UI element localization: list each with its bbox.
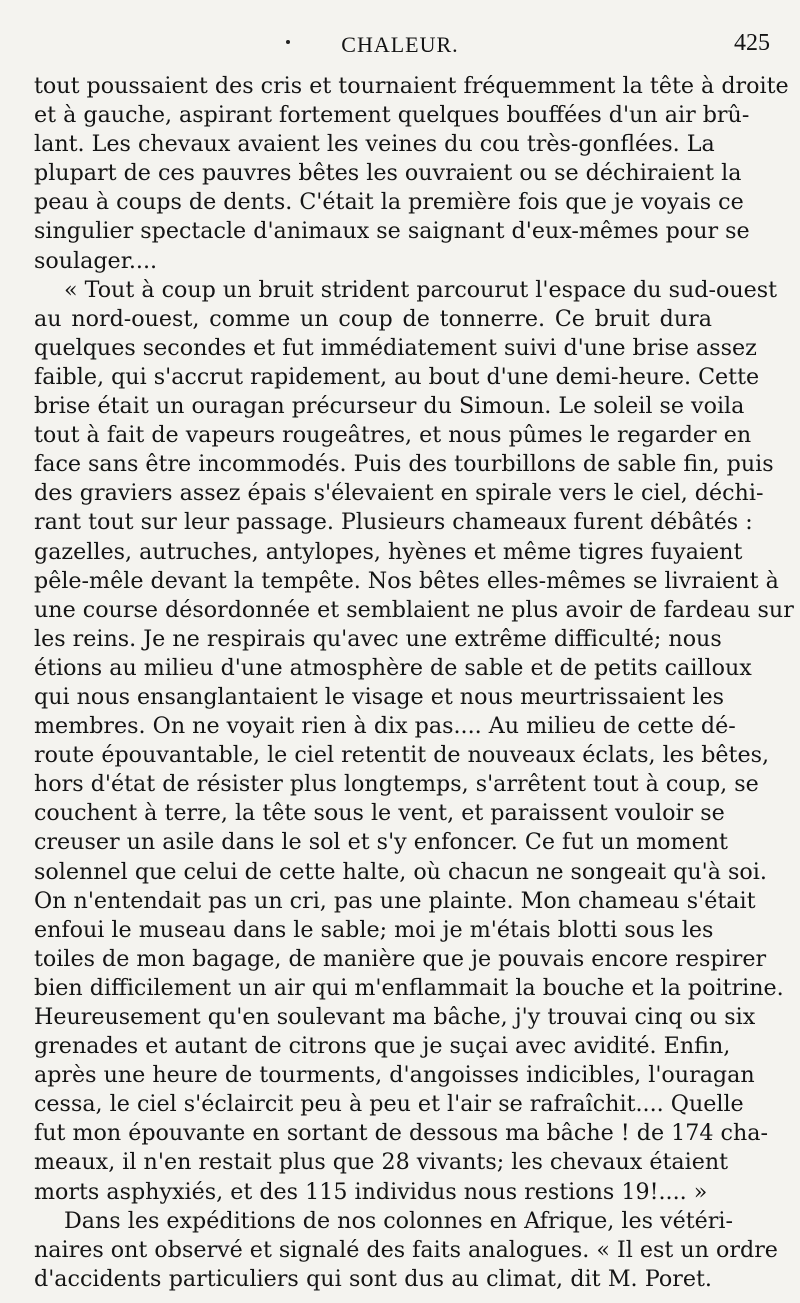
text-line: Heureusement qu'en soulevant ma bâche, j'y trouvai cinq ou six bbox=[34, 1004, 756, 1030]
text-line: les reins. Je ne respirais qu'avec une extrême difficulté; nous bbox=[34, 625, 722, 652]
text-line: fut mon épouvante en sortant de dessous ma bâche ! de 174 cha- bbox=[34, 1120, 768, 1147]
text-line: pêle-mêle devant la tempête. Nos bêtes elles-mêmes se livraient à bbox=[34, 567, 779, 594]
text-line: « Tout à coup un bruit strident parcourut l'espace du sud-ouest bbox=[64, 276, 778, 303]
text-line: quelques secondes et fut immédiatement suivi d'une brise assez bbox=[34, 334, 757, 361]
text-line: plupart de ces pauvres bêtes les ouvraient ou se déchiraient la bbox=[34, 160, 742, 187]
text-line: et à gauche, aspirant fortement quelques bouffées d'un air brû- bbox=[34, 102, 750, 129]
text-line: soulager.... bbox=[34, 247, 158, 274]
text-line: On n'entendait pas un cri, pas une plainte. Mon chameau s'était bbox=[34, 887, 756, 914]
text-line: cessa, le ciel s'éclaircit peu à peu et l'air se rafraîchit.... Quelle bbox=[34, 1091, 744, 1118]
text-line: brise était un ouragan précurseur du Simoun. Le soleil se voila bbox=[34, 393, 745, 420]
text-line: creuser un asile dans le sol et s'y enfoncer. Ce fut un moment bbox=[34, 829, 728, 856]
text-line: lant. Les chevaux avaient les veines du cou très-gonflées. La bbox=[34, 131, 715, 158]
text-line: solennel que celui de cette halte, où chacun ne songeait qu'à soi. bbox=[34, 858, 767, 885]
text-line: après une heure de tourments, d'angoisses indicibles, l'ouragan bbox=[34, 1062, 755, 1089]
text-line: grenades et autant de citrons que je suçai avec avidité. Enfin, bbox=[34, 1033, 731, 1060]
text-line: tout poussaient des cris et tournaient fréquemment la tête à droite bbox=[34, 73, 789, 99]
page-number: 425 bbox=[734, 30, 770, 56]
text-line: gazelles, autruches, antylopes, hyènes et même tigres fuyaient bbox=[34, 538, 743, 565]
text-line: d'accidents particuliers qui sont dus au climat, dit M. Poret. bbox=[34, 1265, 712, 1292]
text-line: singulier spectacle d'animaux se saignant d'eux-mêmes pour se bbox=[34, 218, 750, 245]
page-title: CHALEUR. bbox=[341, 32, 459, 57]
body-text bbox=[34, 72, 794, 1294]
text-line: enfoui le museau dans le sable; moi je m'étais blotti sous les bbox=[34, 916, 714, 943]
text-line: faible, qui s'accrut rapidement, au bout d'une demi-heure. Cette bbox=[34, 363, 760, 390]
text-line: une course désordonnée et semblaient ne plus avoir de fardeau sur bbox=[34, 596, 794, 623]
text-line: meaux, il n'en restait plus que 28 vivants; les chevaux étaient bbox=[34, 1149, 729, 1176]
text-line: naires ont observé et signalé des faits analogues. « Il est un ordre bbox=[34, 1236, 778, 1263]
text-line: couchent à terre, la tête sous le vent, et paraissent vouloir se bbox=[34, 800, 725, 827]
text-line: bien difficilement un air qui m'enflammait la bouche et la poitrine. bbox=[34, 974, 784, 1001]
text-line: toiles de mon bagage, de manière que je pouvais encore respirer bbox=[34, 945, 767, 972]
text-line: morts asphyxiés, et des 115 individus nous restions 19!.... » bbox=[34, 1178, 708, 1205]
text-line: face sans être incommodés. Puis des tourbillons de sable fin, puis bbox=[34, 451, 774, 478]
text-line: rant tout sur leur passage. Plusieurs chameaux furent débâtés : bbox=[34, 509, 753, 536]
running-header bbox=[0, 26, 800, 60]
text-line: des graviers assez épais s'élevaient en spirale vers le ciel, déchi- bbox=[34, 480, 764, 507]
text-line: au nord-ouest, comme un coup de tonnerre. Ce bruit dura bbox=[34, 305, 712, 332]
text-line: tout à fait de vapeurs rougeâtres, et nous pûmes le regarder en bbox=[34, 422, 752, 449]
text-line: peau à coups de dents. C'était la première fois que je voyais ce bbox=[34, 189, 744, 216]
text-line: route épouvantable, le ciel retentit de nouveaux éclats, les bêtes, bbox=[34, 742, 770, 769]
text-line: qui nous ensanglantaient le visage et nous meurtrissaient les bbox=[34, 683, 724, 710]
text-line: étions au milieu d'une atmosphère de sable et de petits cailloux bbox=[34, 654, 752, 681]
text-line: Dans les expéditions de nos colonnes en Afrique, les vétéri- bbox=[64, 1207, 733, 1234]
text-line: membres. On ne voyait rien à dix pas.... Au milieu de cette dé- bbox=[34, 713, 736, 740]
text-line: hors d'état de résister plus longtemps, s'arrêtent tout à coup, se bbox=[34, 771, 759, 798]
